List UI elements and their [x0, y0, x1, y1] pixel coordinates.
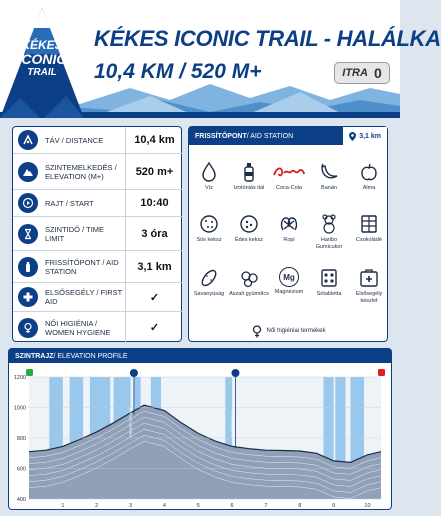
aid-item-coca-cola — [269, 161, 309, 192]
info-value: ✓ — [125, 283, 183, 311]
aid-item-label: Izotóniás ital — [233, 185, 265, 191]
x-tick-label: 4 — [162, 503, 166, 509]
aid-item-label: Ropi — [283, 237, 295, 243]
info-label: RAJT / START — [45, 198, 94, 208]
aid-item-banana — [309, 161, 349, 192]
dried-fruit-icon — [238, 267, 260, 289]
aid-item-label: Alma — [362, 185, 376, 191]
apple-icon — [359, 161, 379, 183]
women-hygiene-icon — [18, 318, 38, 338]
salt-tablet-icon — [318, 267, 340, 289]
info-row-start — [13, 190, 183, 217]
salty-cracker-icon — [198, 213, 220, 235]
aid-item-salt-tablet — [309, 267, 349, 298]
start-flag-icon — [26, 369, 33, 376]
start-icon — [18, 193, 38, 213]
elevation-icon — [18, 162, 38, 182]
aid-station-title-en: / AID STATION — [246, 132, 294, 140]
info-value: 10:40 — [125, 190, 183, 216]
logo — [0, 0, 84, 118]
aid-station-distance: 3,1 km — [359, 132, 381, 140]
y-tick-label: 1200 — [13, 375, 26, 381]
header — [0, 0, 441, 118]
x-tick-label: 3 — [129, 503, 133, 509]
first-aid-marker-icon — [231, 369, 239, 377]
aid-item-label: Édes keksz — [234, 237, 264, 243]
info-value: 3 óra — [125, 217, 183, 250]
x-tick-label: 9 — [332, 503, 336, 509]
logo-line-2: ICONIC — [17, 51, 67, 67]
itra-label: ITRA — [342, 67, 368, 79]
elevation-title: SZINTRAJZ — [15, 352, 54, 360]
itra-badge — [334, 62, 390, 84]
aid-item-label: Magnézium — [274, 289, 304, 295]
aid-item-chocolate — [349, 213, 389, 244]
magnesium-symbol: Mg — [283, 272, 295, 282]
info-row-elevation — [13, 154, 183, 190]
aid-item-label: Banán — [321, 185, 337, 191]
aid-item-label: Sós keksz — [196, 237, 222, 243]
water-icon — [199, 161, 219, 183]
x-tick-label: 7 — [264, 503, 268, 509]
aid-item-pickle — [189, 267, 229, 298]
info-value: 3,1 km — [125, 251, 183, 282]
aid-item-pretzel — [269, 213, 309, 244]
x-tick-label: 2 — [95, 503, 99, 509]
pickle-icon — [198, 267, 220, 289]
y-tick-label: 400 — [16, 497, 26, 503]
elevation-header — [9, 349, 391, 363]
chocolate-icon — [358, 213, 380, 235]
elevation-chart — [9, 363, 391, 509]
aid-station-distance-badge — [343, 127, 387, 145]
x-tick-label: 6 — [230, 503, 234, 509]
elevation-profile-panel — [8, 348, 392, 510]
info-row-distance — [13, 127, 183, 154]
x-tick-label: 10 — [364, 503, 371, 509]
aid-item-label: Elsősegély készlet — [355, 291, 383, 304]
coca-cola-icon — [271, 161, 307, 183]
aid-station-icon — [18, 257, 38, 277]
aid-item-isotonic — [229, 161, 269, 192]
aid-item-label: Sótabletta — [316, 291, 342, 297]
aid-station-marker-icon — [130, 369, 138, 377]
x-tick-label: 8 — [298, 503, 302, 509]
info-label: ELSŐSEGÉLY / FIRST AID — [45, 288, 123, 306]
marker-label: ELSŐSEGÉLY — [229, 410, 235, 437]
pretzel-icon — [278, 213, 300, 235]
aid-item-label: Csokoládé — [356, 237, 382, 243]
aid-item-label: Coca-Cola — [276, 185, 302, 191]
women-hygiene-note — [189, 323, 389, 339]
info-label: FRISSÍTŐPONT / AID STATION — [45, 257, 119, 276]
time-limit-icon — [18, 224, 38, 244]
aid-station-title: FRISSÍTŐPONT — [195, 132, 247, 140]
race-info-panel — [12, 126, 182, 342]
info-value: ✓ — [125, 312, 183, 343]
sweet-cracker-icon — [238, 213, 260, 235]
aid-item-label: Savanyúság — [193, 291, 225, 297]
info-row-first-aid — [13, 283, 183, 312]
first-aid-kit-icon — [358, 267, 380, 289]
finish-flag-icon — [378, 369, 385, 376]
women-note-text: Női higiéniai termékek — [266, 328, 326, 334]
aid-item-label: Haribo Gumicukor — [315, 237, 343, 250]
x-tick-label: 1 — [61, 503, 65, 509]
location-pin-icon — [349, 132, 356, 141]
aid-item-salty-cracker — [189, 213, 229, 244]
info-label: SZINTIDŐ / TIME LIMIT — [45, 224, 105, 243]
aid-item-dried-fruit — [229, 267, 269, 298]
banana-icon — [318, 161, 340, 183]
distance-icon — [18, 130, 38, 150]
marker-label: FRISSÍTŐPONT — [127, 407, 133, 437]
gummy-bear-icon — [318, 213, 340, 235]
aid-item-gummy — [309, 213, 349, 250]
info-row-women-hygiene — [13, 312, 183, 343]
page-subtitle: 10,4 KM / 520 M+ — [94, 60, 262, 83]
info-label: NŐI HIGIÉNIA / WOMEN HYGIENE — [45, 318, 111, 337]
info-value: 520 m+ — [125, 154, 183, 189]
logo-line-1: KÉKES — [21, 38, 63, 52]
info-row-time-limit — [13, 217, 183, 251]
aid-item-sweet-cracker — [229, 213, 269, 244]
aid-item-label: Víz — [205, 185, 213, 191]
first-aid-icon — [18, 287, 38, 307]
aid-item-water — [189, 161, 229, 192]
info-label: TÁV / DISTANCE — [45, 135, 104, 145]
info-row-aid-station — [13, 251, 183, 283]
itra-value: 0 — [373, 65, 382, 81]
isotonic-drink-icon — [239, 161, 259, 183]
aid-item-first-aid-kit — [349, 267, 389, 304]
x-tick-label: 5 — [196, 503, 200, 509]
aid-item-label: Aszalt gyümölcs — [229, 291, 269, 297]
female-symbol-icon — [252, 325, 262, 338]
info-label: SZINTEMELKEDÉS / ELEVATION (M+) — [45, 162, 117, 181]
y-tick-label: 1000 — [13, 405, 26, 412]
logo-line-3: TRAIL — [27, 67, 57, 78]
aid-station-panel — [188, 126, 388, 342]
elevation-title-en: / ELEVATION PROFILE — [53, 352, 128, 360]
aid-station-header — [189, 127, 387, 145]
aid-item-apple — [349, 161, 389, 192]
magnesium-icon — [279, 267, 299, 287]
y-tick-label: 600 — [16, 466, 26, 473]
y-tick-label: 800 — [16, 436, 26, 442]
page-title: KÉKES ICONIC TRAIL - HALÁLKA — [94, 26, 441, 51]
info-value: 10,4 km — [125, 127, 183, 153]
aid-item-magnesium — [269, 267, 309, 296]
